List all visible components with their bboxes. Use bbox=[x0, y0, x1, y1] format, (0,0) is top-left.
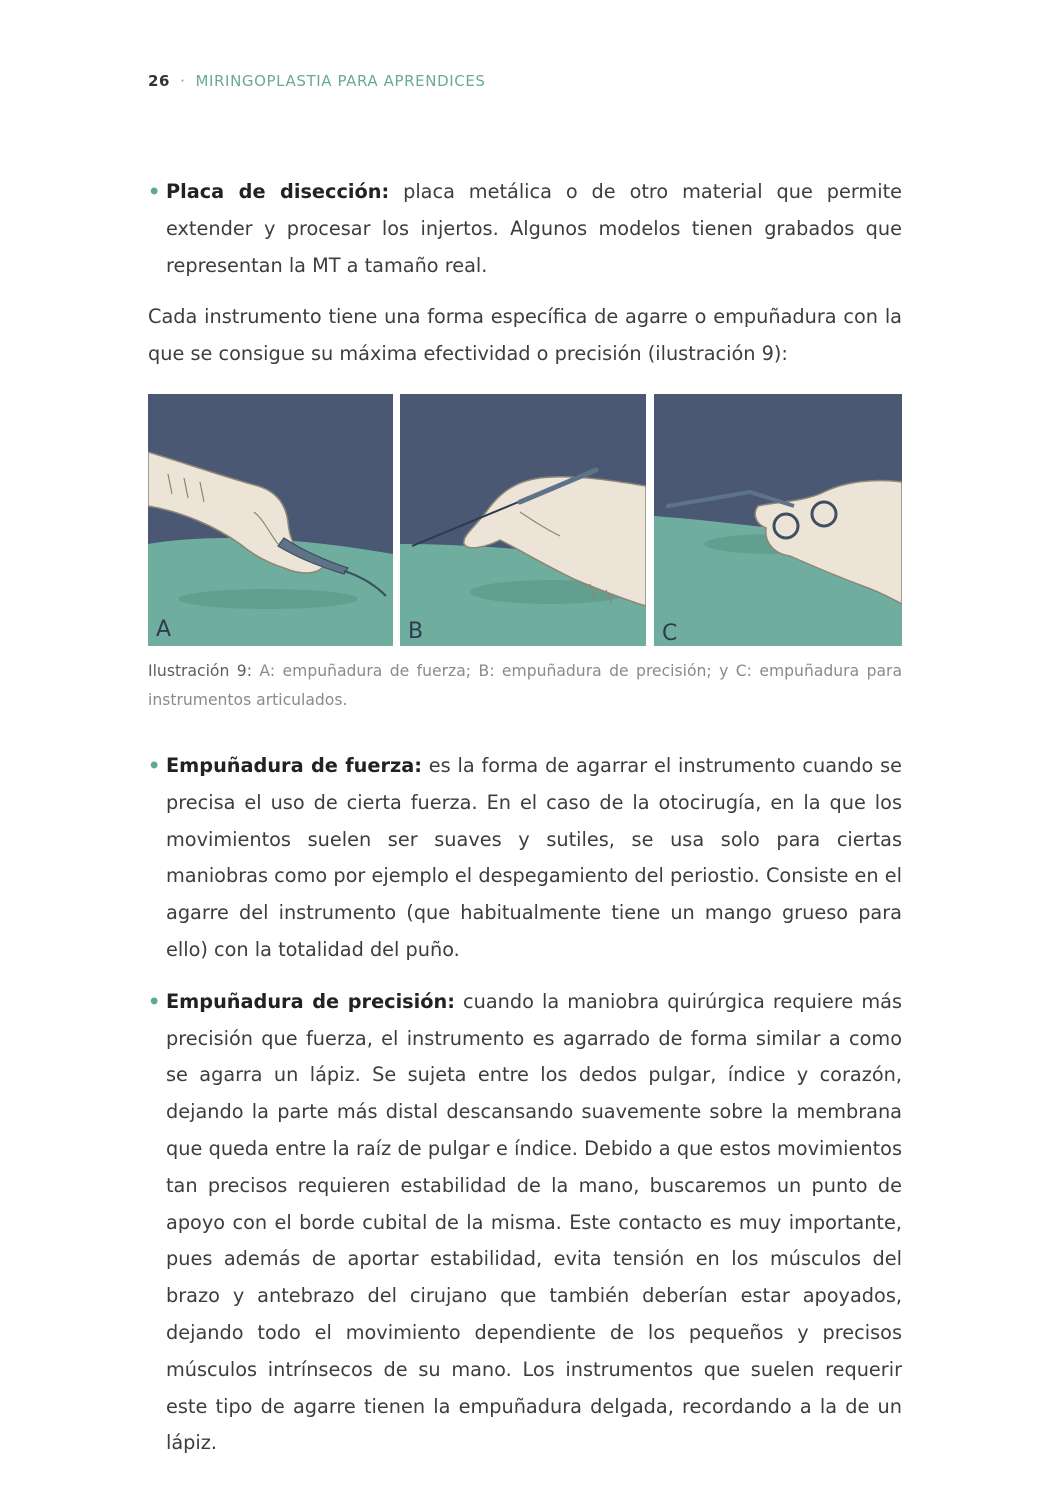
panel-a bbox=[148, 394, 393, 646]
running-header bbox=[148, 72, 486, 90]
figure-caption bbox=[148, 657, 902, 715]
illustration-9 bbox=[148, 394, 902, 646]
panel-c-letter: C bbox=[662, 621, 678, 646]
intro-paragraph: Cada instrumento tiene una forma específica de agarre o empuñadura con la que se consigue su máxima efectividad o precisión (ilustración 9): bbox=[148, 305, 902, 366]
articulated-grip-illustration bbox=[654, 394, 902, 646]
bullet-term: Empuñadura de precisión: bbox=[166, 989, 455, 1013]
bullet-text: placa metálica o de otro material que permite extender y procesar los injertos. Algunos modelos tienen grabados que representan la MT a tamaño real. bbox=[166, 180, 902, 277]
bullet-marker: • bbox=[148, 989, 161, 1013]
bullet-text: es la forma de agarrar el instrumento cuando se precisa el uso de cierta fuerza. En el caso de la otocirugía, en la que los movimientos suelen ser suaves y sutiles, se usa solo para ciertas maniobras como por ejemplo el despegamiento del periostio. Consiste en el agarre del instrumento (que habitualmente tiene un mango grueso para ello) con la totalidad del puño. bbox=[166, 754, 902, 961]
header-separator: · bbox=[180, 72, 186, 90]
panel-b bbox=[400, 394, 646, 646]
bullet-term: Placa de disección: bbox=[166, 180, 390, 203]
bullet-empunadura-fuerza bbox=[148, 748, 902, 969]
page-number: 26 bbox=[148, 72, 171, 90]
bullet-marker: • bbox=[148, 754, 161, 777]
caption-text: A: empuñadura de fuerza; B: empuñadura de precisión; y C: empuñadura para instrumentos articulados. bbox=[148, 662, 902, 709]
panel-a-letter: A bbox=[156, 617, 172, 642]
panel-c bbox=[654, 394, 902, 646]
power-grip-illustration bbox=[148, 394, 393, 646]
bullet-term: Empuñadura de fuerza: bbox=[166, 754, 422, 777]
bullet-text: cuando la maniobra quirúrgica requiere más precisión que fuerza, el instrumento es agarrado de forma similar a como se agarra un lápiz. Se sujeta entre los dedos pulgar, índice y corazón, dejando la parte más distal descansando suavemente sobre la membrana que queda entre la raíz de pulgar e índice. Debido a que estos movimientos tan precisos requieren estabilidad de la mano, buscaremos un punto de apoyo con el borde cubital de la misma. Este contacto es muy importante, pues además de aportar estabilidad, evita tensión en los músculos del brazo y antebrazo del cirujano que también deberían estar apoyados, dejando todo el movimiento dependiente de los pequeños y precisos músculos intrínsecos de su mano. Los instrumentos que suelen requerir este tipo de agarre tienen la empuñadura delgada, recordando a la de un lápiz. bbox=[166, 989, 902, 1455]
bullet-empunadura-precision bbox=[148, 984, 902, 1462]
intro-section bbox=[148, 174, 902, 373]
bullet-marker: • bbox=[148, 180, 161, 203]
bullet-placa-diseccion bbox=[148, 174, 902, 284]
panel-b-letter: B bbox=[408, 619, 424, 644]
book-title: MIRINGOPLASTIA PARA APRENDICES bbox=[195, 72, 486, 90]
caption-lead: Ilustración 9: bbox=[148, 662, 252, 680]
grip-section bbox=[148, 748, 902, 1462]
precision-grip-illustration bbox=[400, 394, 646, 646]
